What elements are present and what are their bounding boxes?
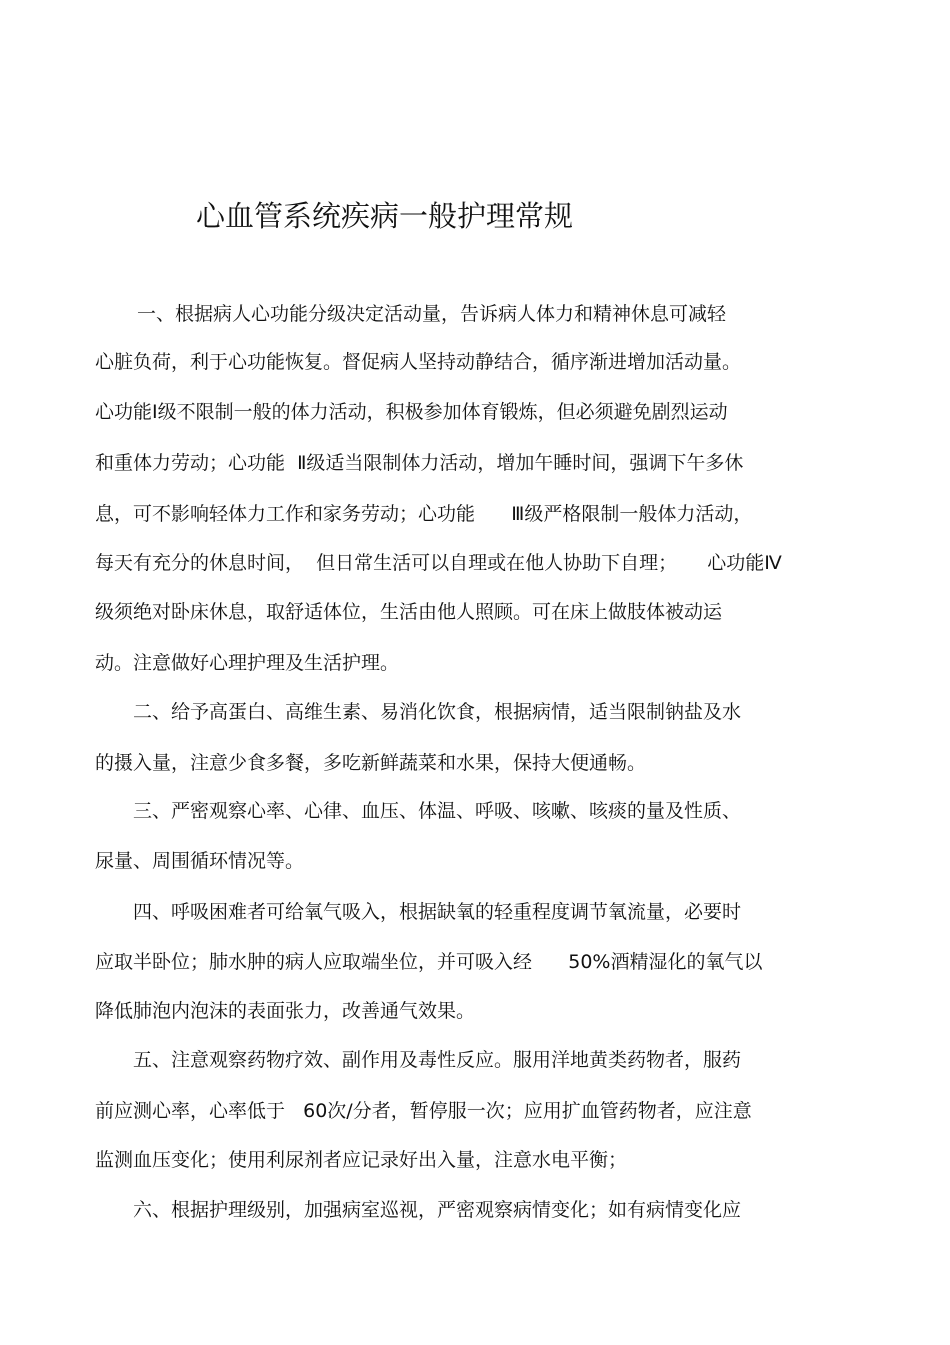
paragraph-line: 每天有充分的休息时间， 但日常生活可以自理或在他人协助下自理； 心功能Ⅳ bbox=[95, 552, 782, 574]
paragraph-line: 前应测心率，心率低于 60次/分者，暂停服一次；应用扩血管药物者，应注意 bbox=[95, 1100, 752, 1122]
paragraph-line: 监测血压变化；使用利尿剂者应记录好出入量，注意水电平衡； bbox=[95, 1149, 628, 1171]
paragraph-line: 降低肺泡内泡沫的表面张力，改善通气效果。 bbox=[95, 1000, 476, 1022]
paragraph-line: 心功能Ⅰ级不限制一般的体力活动，积极参加体育锻炼，但必须避免剧烈运动 bbox=[95, 401, 728, 423]
paragraph-line: 心脏负荷，利于心功能恢复。督促病人坚持动静结合，循序渐进增加活动量。 bbox=[95, 351, 742, 373]
paragraph-line: 一、根据病人心功能分级决定活动量，告诉病人体力和精神休息可减轻 bbox=[137, 303, 727, 325]
paragraph-line: 五、注意观察药物疗效、副作用及毒性反应。服用洋地黄类药物者，服药 bbox=[133, 1049, 742, 1071]
paragraph-line: 应取半卧位；肺水肿的病人应取端坐位，并可吸入经 50%酒精湿化的氧气以 bbox=[95, 951, 763, 973]
paragraph-line: 三、严密观察心率、心律、血压、体温、呼吸、咳嗽、咳痰的量及性质、 bbox=[133, 800, 742, 822]
paragraph-line: 六、根据护理级别，加强病室巡视，严密观察病情变化；如有病情变化应 bbox=[133, 1199, 742, 1221]
paragraph-line: 二、给予高蛋白、高维生素、易消化饮食，根据病情，适当限制钠盐及水 bbox=[133, 701, 742, 723]
document-title: 心血管系统疾病一般护理常规 bbox=[196, 199, 574, 233]
paragraph-line: 动。注意做好心理护理及生活护理。 bbox=[95, 652, 400, 674]
paragraph-line: 四、呼吸困难者可给氧气吸入，根据缺氧的轻重程度调节氧流量，必要时 bbox=[133, 901, 742, 923]
paragraph-line: 的摄入量，注意少食多餐，多吃新鲜蔬菜和水果，保持大便通畅。 bbox=[95, 752, 647, 774]
paragraph-line: 级须绝对卧床休息，取舒适体位，生活由他人照顾。可在床上做肢体被动运 bbox=[95, 601, 723, 623]
paragraph-line: 尿量、周围循环情况等。 bbox=[95, 850, 305, 872]
paragraph-line: 和重体力劳动；心功能 Ⅱ级适当限制体力活动，增加午睡时间，强调下午多休 bbox=[95, 452, 744, 474]
paragraph-line: 息，可不影响轻体力工作和家务劳动；心功能 Ⅲ级严格限制一般体力活动， bbox=[95, 503, 753, 525]
